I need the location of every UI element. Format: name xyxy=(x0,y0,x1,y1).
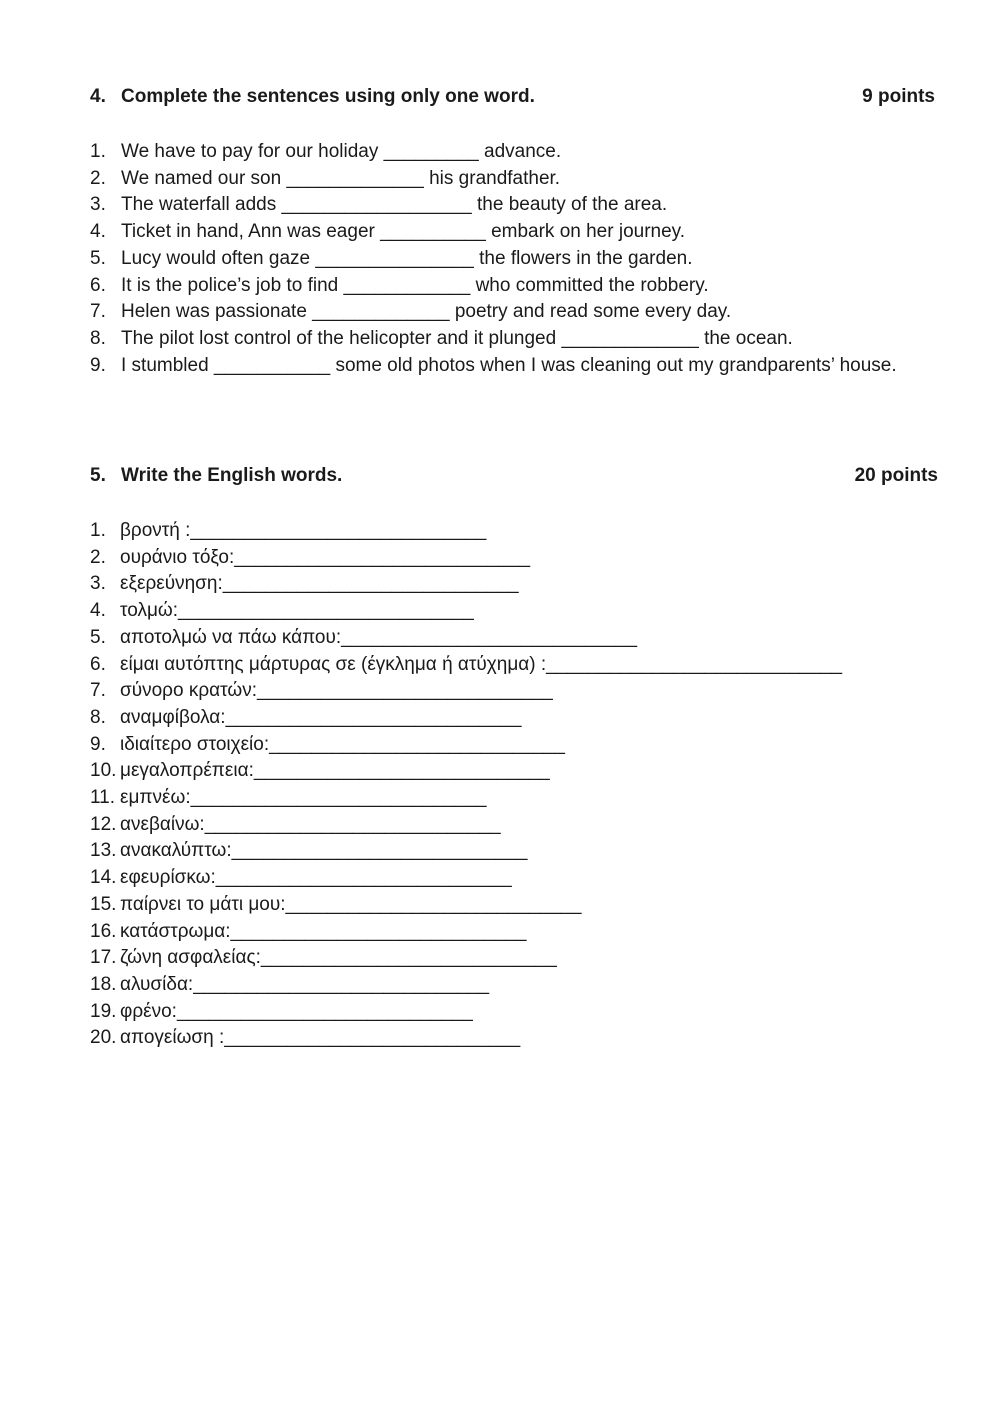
item-number: 19. xyxy=(90,1000,117,1022)
item-text: Lucy would often gaze _______________ the flowers in the garden. xyxy=(121,247,693,269)
item-number: 3. xyxy=(90,573,106,595)
item-number: 2. xyxy=(90,167,106,189)
item-number: 20. xyxy=(90,1027,117,1049)
item-number: 4. xyxy=(90,221,106,243)
list-item xyxy=(90,598,938,625)
list-item xyxy=(90,758,938,785)
item-number: 5. xyxy=(90,626,106,648)
section-header xyxy=(90,86,935,112)
list-item xyxy=(90,1025,938,1052)
list-item xyxy=(90,246,935,273)
item-number: 8. xyxy=(90,327,106,349)
list-item xyxy=(90,518,938,545)
list-item xyxy=(90,919,938,946)
item-text: απογείωση :____________________________ xyxy=(120,1027,521,1049)
item-number: 15. xyxy=(90,893,117,915)
list-item xyxy=(90,892,938,919)
item-number: 9. xyxy=(90,733,106,755)
item-text: Helen was passionate _____________ poetry and read some every day. xyxy=(121,301,732,323)
item-text: εφευρίσκω:____________________________ xyxy=(120,867,512,889)
item-number: 8. xyxy=(90,706,106,728)
list-item xyxy=(90,865,938,892)
item-text: μεγαλοπρέπεια:____________________________ xyxy=(120,760,550,782)
item-number: 3. xyxy=(90,194,106,216)
list-item xyxy=(90,705,938,732)
item-text: είμαι αυτόπτης μάρτυρας σε (έγκλημα ή ατύχημα) :____________________________ xyxy=(120,653,843,675)
item-text: βροντή :____________________________ xyxy=(120,520,487,541)
item-number: 14. xyxy=(90,867,117,889)
list-item xyxy=(90,299,935,326)
item-number: 1. xyxy=(90,520,106,541)
item-text: σύνορο κρατών:____________________________ xyxy=(120,680,553,702)
list-item xyxy=(90,353,935,380)
item-number: 6. xyxy=(90,274,106,296)
item-number: 7. xyxy=(90,680,106,702)
item-number: 18. xyxy=(90,973,117,995)
list-item xyxy=(90,732,938,759)
section-header xyxy=(90,465,938,491)
item-text: The waterfall adds __________________ the beauty of the area. xyxy=(121,194,668,216)
item-text: ανακαλύπτω:____________________________ xyxy=(120,840,528,862)
vocabulary-list xyxy=(90,518,938,1052)
item-text: Ticket in hand, Ann was eager __________ embark on her journey. xyxy=(121,221,686,243)
item-text: It is the police’s job to find ____________ who committed the robbery. xyxy=(121,274,709,296)
item-text: παίρνει το μάτι μου:____________________________ xyxy=(120,893,582,915)
item-text: τολμώ:____________________________ xyxy=(120,600,474,622)
item-number: 9. xyxy=(90,354,106,376)
section-points: 9 points xyxy=(862,86,935,107)
section-points: 20 points xyxy=(854,465,938,486)
item-text: I stumbled ___________ some old photos when I was cleaning out my grandparents’ house. xyxy=(121,354,897,376)
list-item xyxy=(90,678,938,705)
list-item xyxy=(90,945,938,972)
list-item xyxy=(90,571,938,598)
item-number: 1. xyxy=(90,141,106,162)
list-item xyxy=(90,192,935,219)
section-title: Complete the sentences using only one word. xyxy=(121,86,535,107)
item-text: ζώνη ασφαλείας:____________________________ xyxy=(120,947,557,969)
item-number: 17. xyxy=(90,947,117,969)
list-item xyxy=(90,139,935,166)
list-item xyxy=(90,545,938,572)
item-text: The pilot lost control of the helicopter and it plunged _____________ the ocean. xyxy=(121,327,793,349)
item-text: We named our son _____________ his grandfather. xyxy=(121,167,561,189)
item-number: 10. xyxy=(90,760,117,782)
item-number: 2. xyxy=(90,546,106,568)
list-item xyxy=(90,219,935,246)
section-english-words xyxy=(90,465,938,1052)
item-number: 11. xyxy=(90,787,116,809)
item-text: αποτολμώ να πάω κάπου:____________________________ xyxy=(120,626,638,648)
item-number: 13. xyxy=(90,840,117,862)
item-number: 7. xyxy=(90,301,106,323)
item-number: 4. xyxy=(90,600,106,622)
list-item xyxy=(90,999,938,1026)
item-text: εμπνέω:____________________________ xyxy=(120,787,487,809)
list-item xyxy=(90,972,938,999)
item-text: ιδιαίτερο στοιχείο:____________________________ xyxy=(120,733,565,755)
list-item xyxy=(90,838,938,865)
item-text: αλυσίδα:____________________________ xyxy=(120,973,490,995)
list-item xyxy=(90,273,935,300)
item-text: εξερεύνηση:____________________________ xyxy=(120,573,519,595)
item-text: ανεβαίνω:____________________________ xyxy=(120,813,501,835)
list-item xyxy=(90,326,935,353)
item-text: κατάστρωμα:____________________________ xyxy=(120,920,527,942)
item-number: 5. xyxy=(90,247,106,269)
item-text: We have to pay for our holiday _________ advance. xyxy=(121,141,562,162)
item-number: 6. xyxy=(90,653,106,675)
section-number: 5. xyxy=(90,465,106,486)
list-item xyxy=(90,166,935,193)
section-complete-sentences xyxy=(90,86,935,379)
section-title: Write the English words. xyxy=(121,465,343,486)
sentence-list xyxy=(90,139,935,379)
item-number: 12. xyxy=(90,813,117,835)
item-number: 16. xyxy=(90,920,117,942)
list-item xyxy=(90,785,938,812)
item-text: αναμφίβολα:____________________________ xyxy=(120,706,522,728)
list-item xyxy=(90,625,938,652)
section-number: 4. xyxy=(90,86,106,107)
item-text: φρένο:____________________________ xyxy=(120,1000,473,1022)
list-item xyxy=(90,812,938,839)
item-text: ουράνιο τόξο:____________________________ xyxy=(120,546,531,568)
list-item xyxy=(90,652,938,679)
